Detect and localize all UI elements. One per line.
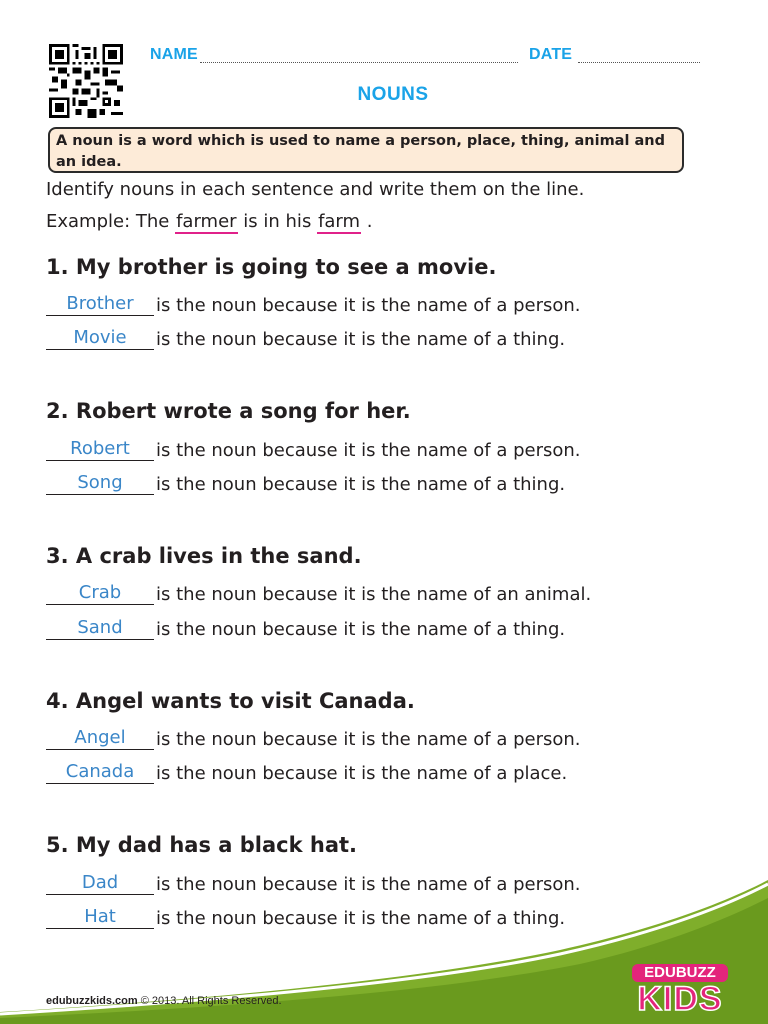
question-1: 1. My brother is going to see a movie. [46,255,497,279]
answer-blank[interactable]: Hat [46,906,154,929]
page-title: NOUNS [357,84,429,105]
name-line[interactable] [200,52,518,63]
answer-blank[interactable]: Movie [46,327,154,350]
answer-reason: is the noun because it is the name of a person. [156,729,581,750]
footer-site[interactable]: edubuzzkids.com [46,995,138,1007]
date-label: DATE [529,46,573,63]
example-suffix: . [366,211,373,232]
answer-reason: is the noun because it is the name of a thing. [156,619,566,640]
answer-reason: is the noun because it is the name of a place. [156,763,568,784]
answer-row [46,290,581,316]
example [46,211,373,232]
footer-copyright: © 2013. All Rights Reserved. [140,995,282,1007]
answer-blank[interactable]: Dad [46,872,154,895]
question-5: 5. My dad has a black hat. [46,833,358,857]
logo-edubuzz: EDUBUZZ [632,964,728,982]
answer-reason: is the noun because it is the name of an animal. [156,584,592,605]
answer-reason: is the noun because it is the name of a thing. [156,474,566,495]
answer-row [46,758,567,784]
answer-blank[interactable]: Sand [46,617,154,640]
qr-code [46,44,126,118]
instruction: Identify nouns in each sentence and write them on the line. [46,179,585,200]
answer-row [46,579,591,605]
answer-row [46,435,581,461]
answer-row [46,614,565,640]
answer-row [46,324,565,350]
answer-reason: is the noun because it is the name of a thing. [156,908,566,929]
question-4: 4. Angel wants to visit Canada. [46,689,415,713]
name-label: NAME [150,46,198,63]
question-2: 2. Robert wrote a song for her. [46,399,411,423]
answer-blank[interactable]: Canada [46,761,154,784]
answer-blank[interactable]: Song [46,472,154,495]
answer-reason: is the noun because it is the name of a person. [156,874,581,895]
question-3: 3. A crab lives in the sand. [46,544,362,568]
answer-row [46,724,581,750]
example-word-farmer: farmer [176,211,237,232]
answer-blank[interactable]: Robert [46,438,154,461]
answer-blank[interactable]: Crab [46,582,154,605]
logo-kids: KIDS [637,980,723,1018]
answer-blank[interactable]: Brother [46,293,154,316]
example-middle: is in his [243,211,312,232]
answer-blank[interactable]: Angel [46,727,154,750]
footer [46,995,282,1007]
answer-reason: is the noun because it is the name of a thing. [156,329,566,350]
answer-reason: is the noun because it is the name of a person. [156,440,581,461]
example-prefix: Example: The [46,211,170,232]
date-line[interactable] [578,52,700,63]
answer-reason: is the noun because it is the name of a person. [156,295,581,316]
example-word-farm: farm [318,211,361,232]
answer-row [46,469,565,495]
definition-box: A noun is a word which is used to name a person, place, thing, animal and an idea. [48,127,684,173]
